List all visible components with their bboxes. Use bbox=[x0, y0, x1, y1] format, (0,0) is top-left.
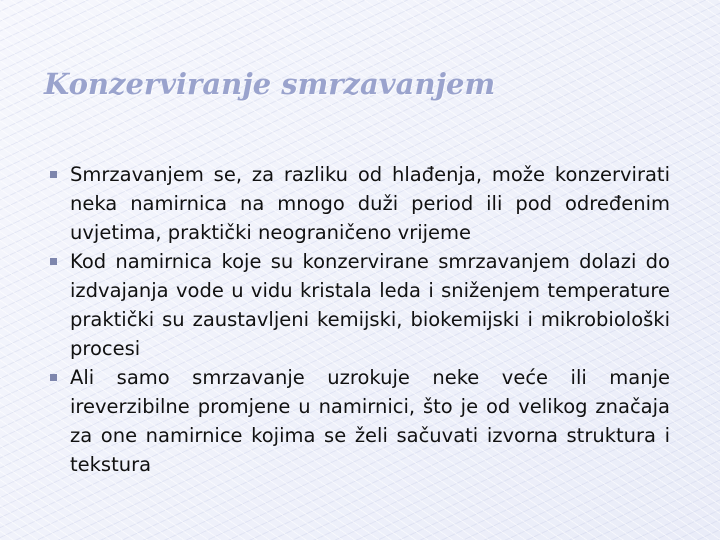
bullet-text-3: Ali samo smrzavanje uzrokuje neke veće ili manje ireverzibilne promjene u namirnici, što je od velikog značaja za one namirnice kojima se želi sačuvati izvorna struktura i tekstura bbox=[70, 366, 670, 476]
square-bullet-icon bbox=[50, 171, 57, 178]
bullet-item-1 bbox=[50, 160, 670, 247]
bullet-item-2 bbox=[50, 247, 670, 363]
square-bullet-icon bbox=[50, 374, 57, 381]
bullet-text-1: Smrzavanjem se, za razliku od hlađenja, može konzervirati neka namirnica na mnogo duži period ili pod određenim uvjetima, praktički neograničeno vrijeme bbox=[70, 163, 670, 244]
slide-title: Konzerviranje smrzavanjem bbox=[44, 67, 496, 101]
bullet-list bbox=[50, 160, 670, 479]
square-bullet-icon bbox=[50, 258, 57, 265]
bullet-text-2: Kod namirnica koje su konzervirane smrzavanjem dolazi do izdvajanja vode u vidu kristala leda i sniženjem temperature praktički su zaustavljeni kemijski, biokemijski i mikrobiološki procesi bbox=[70, 250, 670, 360]
bullet-item-3 bbox=[50, 363, 670, 479]
